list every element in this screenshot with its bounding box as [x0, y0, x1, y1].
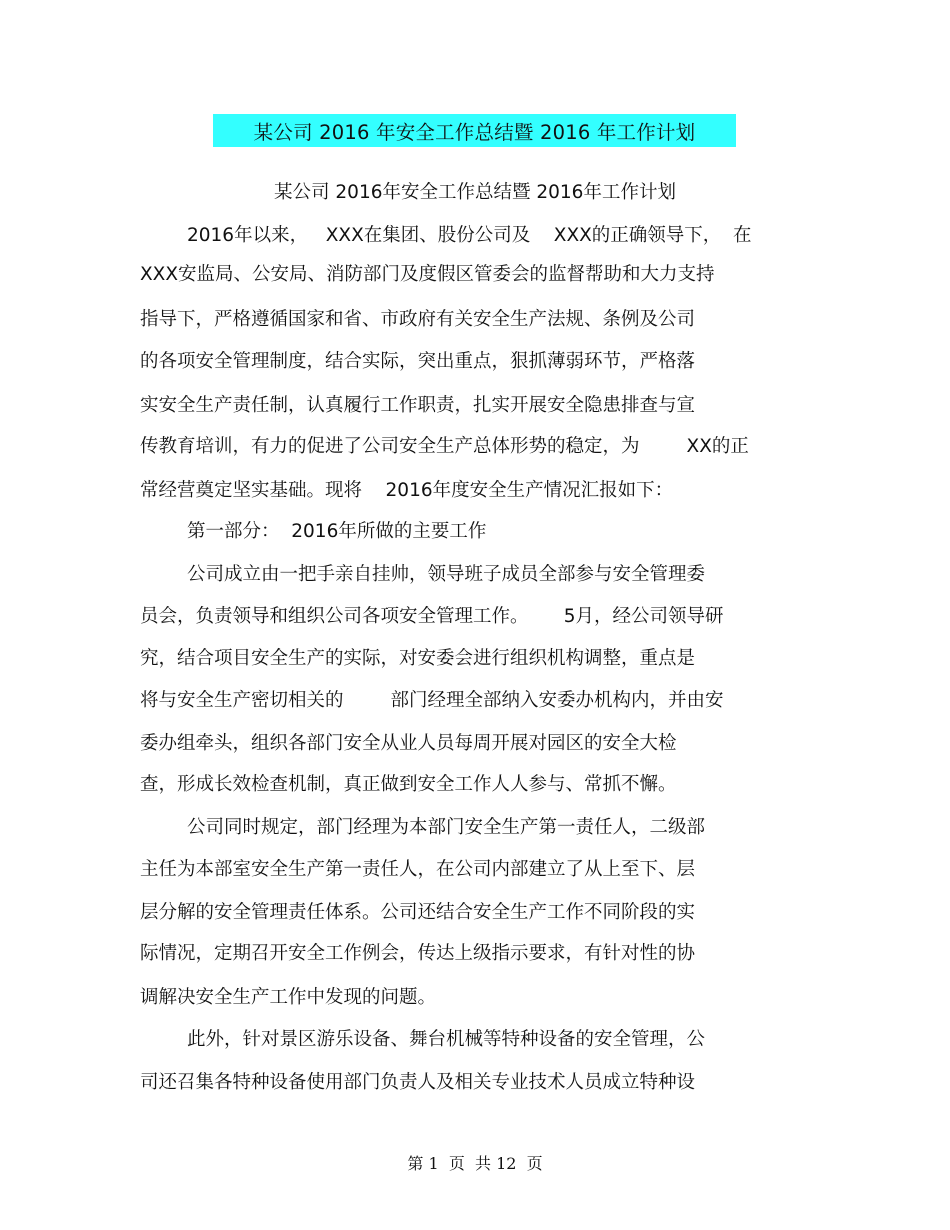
body-line: 委办组牵头，组织各部门安全从业人员每周开展对园区的安全大检 [140, 733, 677, 754]
body-line: 传教育培训，有力的促进了公司安全生产总体形势的稳定，为 XX的正 [140, 436, 749, 457]
body-line: 查，形成长效检查机制，真正做到安全工作人人参与、常抓不懈。 [140, 774, 677, 795]
body-line: 公司同时规定，部门经理为本部门安全生产第一责任人，二级部 [187, 817, 706, 838]
body-line: 员会，负责领导和组织公司各项安全管理工作。 5月，经公司领导研 [140, 606, 724, 627]
body-line: 层分解的安全管理责任体系。公司还结合安全生产工作不同阶段的实 [140, 902, 696, 923]
document-title: 某公司 2016 年安全工作总结暨 2016 年工作计划 [213, 114, 736, 147]
body-line: 2016年以来， XXX在集团、股份公司及 XXX的正确领导下， 在 [187, 225, 752, 246]
body-line: 实安全生产责任制，认真履行工作职责，扎实开展安全隐患排查与宣 [140, 395, 696, 416]
body-line: 常经营奠定坚实基础。现将 2016年度安全生产情况汇报如下： [140, 480, 674, 501]
body-line: 公司成立由一把手亲自挂帅，领导班子成员全部参与安全管理委 [187, 564, 706, 585]
body-line: 指导下，严格遵循国家和省、市政府有关安全生产法规、条例及公司 [140, 309, 696, 330]
body-line: 的各项安全管理制度，结合实际，突出重点，狠抓薄弱环节，严格落 [140, 351, 696, 372]
body-line: 将与安全生产密切相关的 部门经理全部纳入安委办机构内，并由安 [140, 690, 724, 711]
body-line: 主任为本部室安全生产第一责任人，在公司内部建立了从上至下、层 [140, 859, 696, 880]
body-line: 际情况，定期召开安全工作例会，传达上级指示要求，有针对性的协 [140, 943, 696, 964]
page-number-footer: 第 1 页 共 12 页 [407, 1154, 543, 1173]
document-subtitle: 某公司 2016年安全工作总结暨 2016年工作计划 [274, 182, 676, 203]
body-line: 究，结合项目安全生产的实际，对安委会进行组织机构调整，重点是 [140, 648, 696, 669]
section-heading: 第一部分： 2016年所做的主要工作 [187, 521, 487, 542]
body-line: 此外，针对景区游乐设备、舞台机械等特种设备的安全管理，公 [187, 1029, 706, 1050]
body-line: 调解决安全生产工作中发现的问题。 [140, 987, 437, 1008]
body-line: XXX安监局、公安局、消防部门及度假区管委会的监督帮助和大力支持 [140, 264, 715, 285]
body-line: 司还召集各特种设备使用部门负责人及相关专业技术人员成立特种设 [140, 1072, 696, 1093]
